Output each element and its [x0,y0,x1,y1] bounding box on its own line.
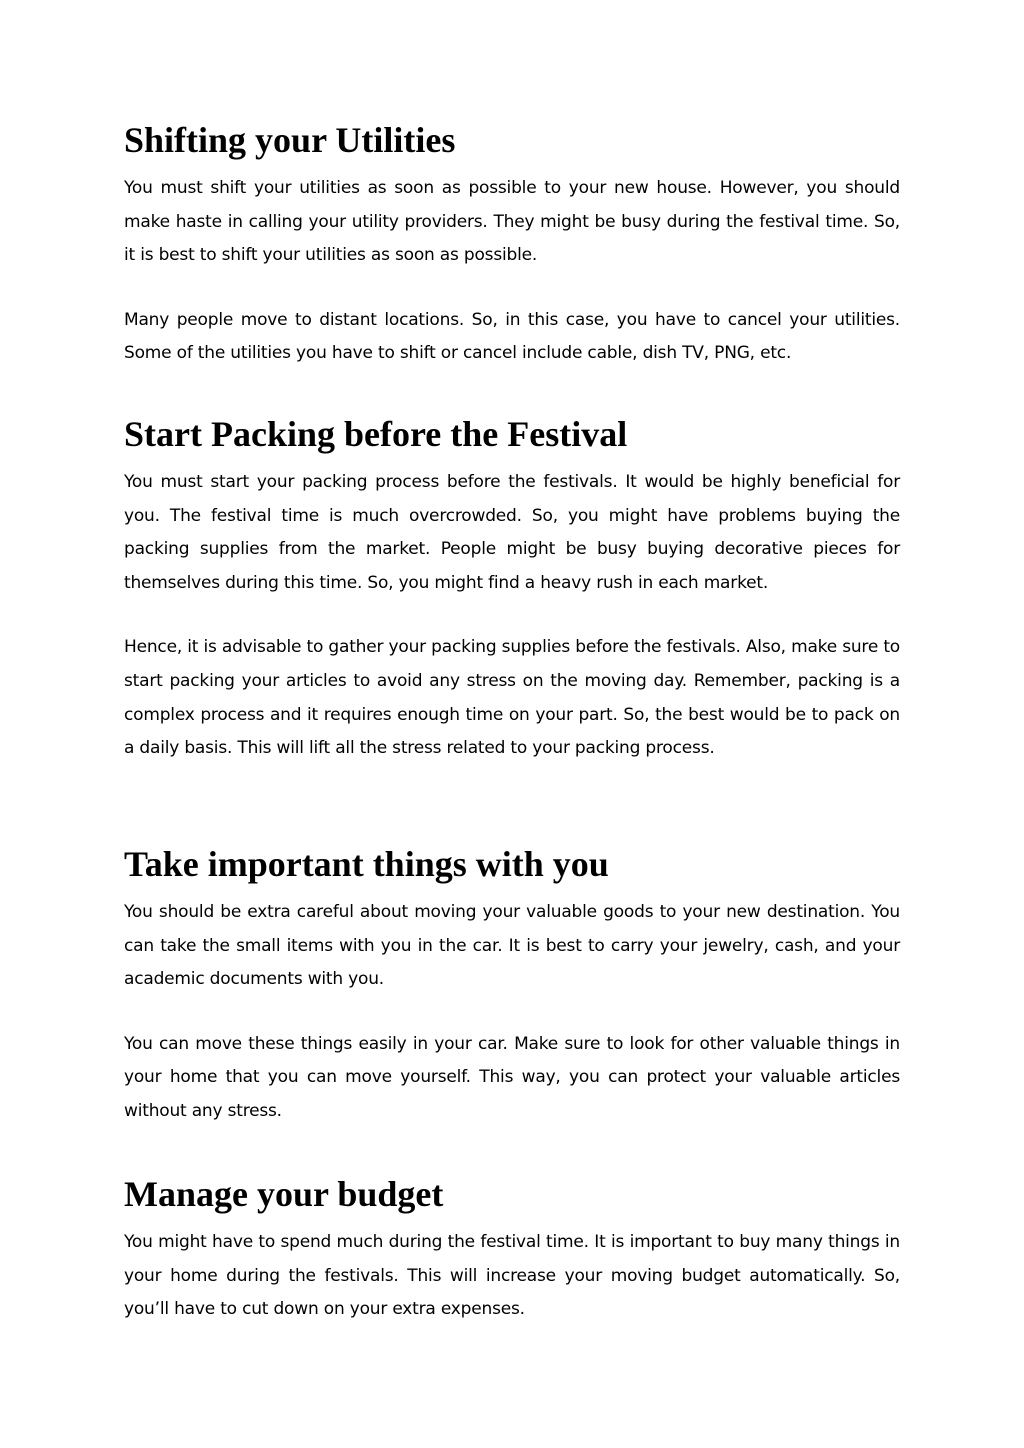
paragraph-gap [124,273,900,304]
section-take-important-things [124,842,900,1160]
section-heading: Start Packing before the Festival [124,414,628,454]
section-manage-budget [124,1172,900,1327]
paragraph-gap [124,600,900,631]
paragraph: You might have to spend much during the festival time. It is important to buy many things in your home during the festivals. This will increase your moving budget automatically. So, you’ll have to cut down on your extra expenses. [124,1232,900,1320]
paragraph-gap [124,997,900,1028]
section-heading: Take important things with you [124,844,609,884]
section-heading: Manage your budget [124,1174,444,1214]
paragraph: You should be extra careful about moving your valuable goods to your new destination. You can take the small items with you in the car. It is best to carry your jewelry, cash, and your academic documents with you. [124,902,900,990]
section-heading: Shifting your Utilities [124,120,456,160]
paragraph: Hence, it is advisable to gather your packing supplies before the festivals. Also, make sure to start packing your articles to avoid any stress on the moving day. Remember, packing is a complex process and it requires enough time on your part. So, the best would be to pack on a daily basis. This will lift all the stress related to your packing process. [124,637,900,759]
document-page [124,118,900,1339]
section-shifting-utilities [124,118,900,400]
paragraph: Many people move to distant locations. So, in this case, you have to cancel your utilities. Some of the utilities you have to shift or cancel include cable, dish TV, PNG, etc. [124,309,900,364]
paragraph: You can move these things easily in your car. Make sure to look for other valuable things in your home that you can move yourself. This way, you can protect your valuable articles without any stress. [124,1033,900,1121]
paragraph: You must start your packing process before the festivals. It would be highly beneficial for you. The festival time is much overcrowded. So, you might have problems buying the packing supplies from the market. People might be busy buying decorative pieces for themselves during this time. So, you might find a heavy rush in each market. [124,472,900,593]
paragraph: You must shift your utilities as soon as possible to your new house. However, you should make haste in calling your utility providers. They might be busy during the festival time. So, it is best to shift your utilities as soon as possible. [124,178,900,266]
section-start-packing [124,412,900,830]
